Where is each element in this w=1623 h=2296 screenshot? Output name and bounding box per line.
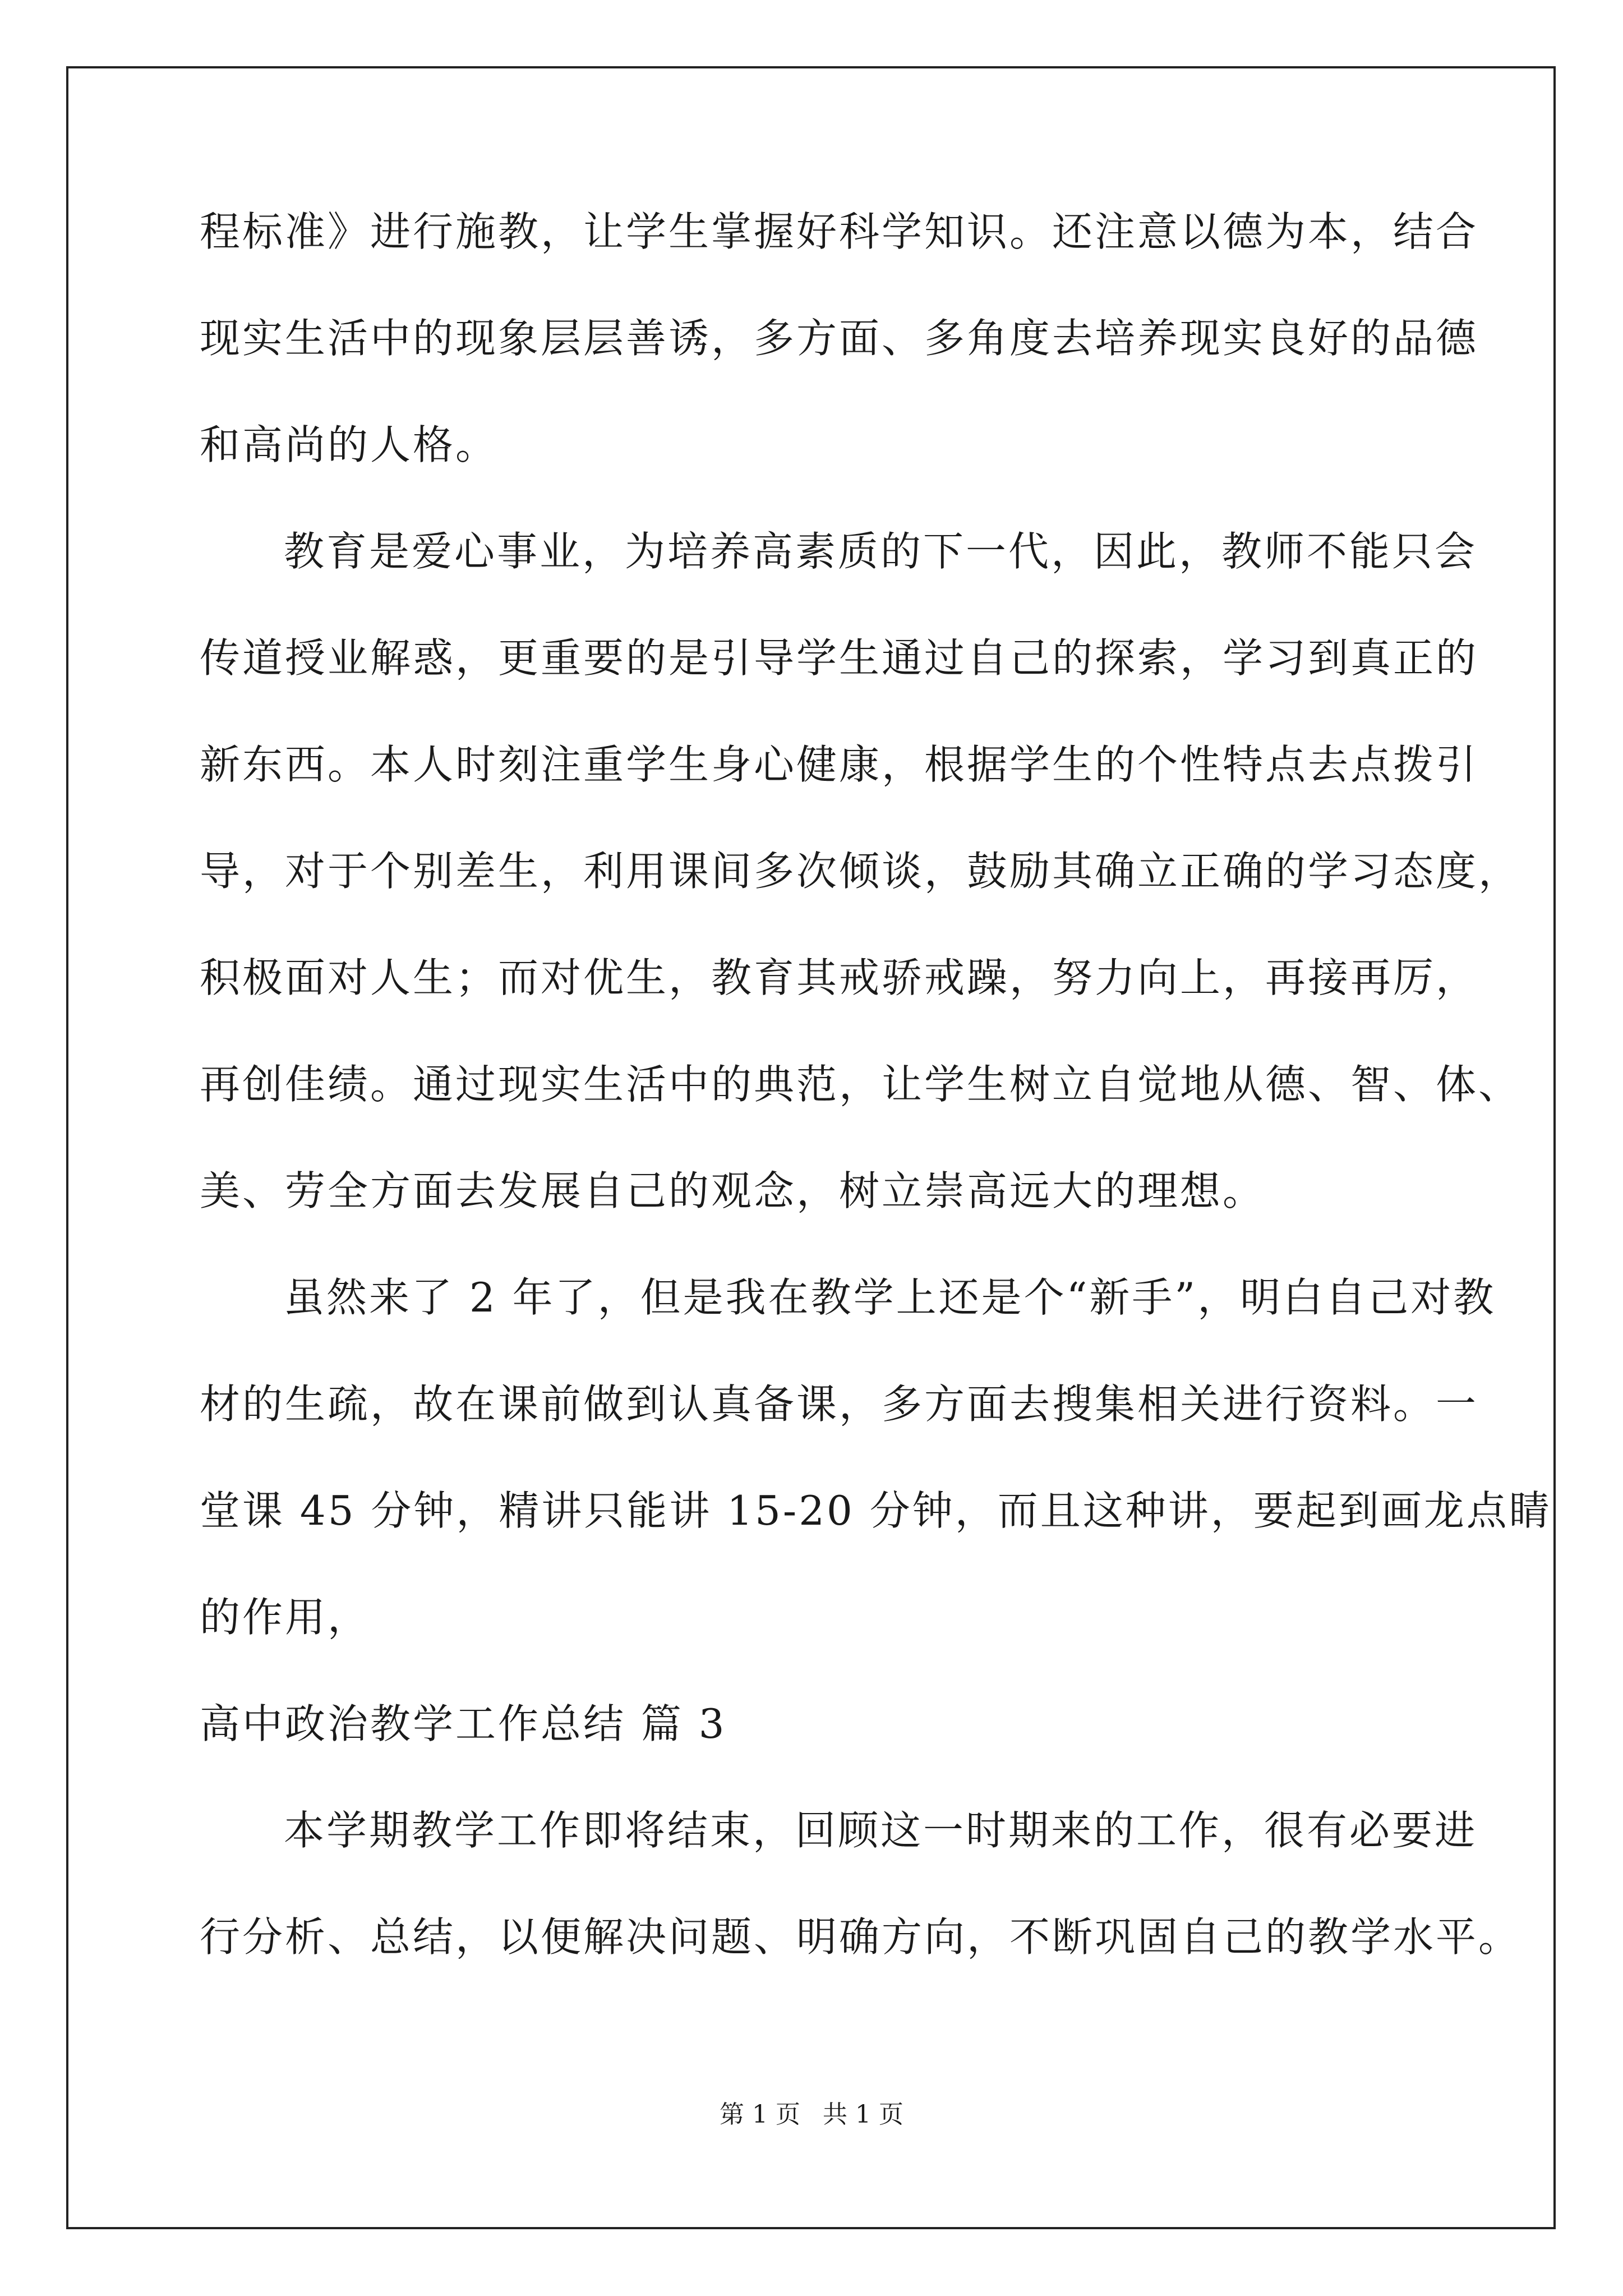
body-line-4: 教育是爱心事业，为培养高素质的下一代，因此，教师不能只会 bbox=[284, 528, 1478, 575]
page-number: 第 1 页 bbox=[720, 2100, 800, 2129]
page-footer bbox=[0, 2098, 1623, 2132]
body-line-10: 美、劳全方面去发展自己的观念，树立崇高远大的理想。 bbox=[200, 1167, 1266, 1214]
body-line-9: 再创佳绩。通过现实生活中的典范，让学生树立自觉地从德、智、体、 bbox=[200, 1061, 1521, 1108]
body-line-12: 材的生疏，故在课前做到认真备课，多方面去搜集相关进行资料。一 bbox=[200, 1381, 1479, 1428]
body-line-11: 虽然来了 2 年了，但是我在教学上还是个“新手”，明白自己对教 bbox=[284, 1274, 1496, 1321]
body-line-16: 行分析、总结，以便解决问题、明确方向，不断巩固自己的教学水平。 bbox=[200, 1913, 1521, 1961]
body-line-6: 新东西。本人时刻注重学生身心健康，根据学生的个性特点去点拨引 bbox=[200, 741, 1479, 788]
body-line-1: 程标准》进行施教，让学生掌握好科学知识。还注意以德为本，结合 bbox=[200, 208, 1479, 255]
body-line-5: 传道授业解惑，更重要的是引导学生通过自己的探索，学习到真正的 bbox=[200, 634, 1479, 682]
page-total: 共 1 页 bbox=[823, 2100, 903, 2129]
page-border bbox=[66, 66, 1556, 2229]
body-line-8: 积极面对人生；而对优生，教育其戒骄戒躁，努力向上，再接再厉， bbox=[200, 954, 1479, 1001]
body-line-3: 和高尚的人格。 bbox=[200, 421, 499, 468]
body-line-14: 的作用， bbox=[200, 1594, 371, 1641]
body-line-15: 本学期教学工作即将结束，回顾这一时期来的工作，很有必要进 bbox=[284, 1807, 1478, 1854]
body-line-2: 现实生活中的现象层层善诱，多方面、多角度去培养现实良好的品德 bbox=[200, 315, 1479, 362]
body-line-7: 导，对于个别差生，利用课间多次倾谈，鼓励其确立正确的学习态度， bbox=[200, 848, 1521, 895]
body-line-13: 堂课 45 分钟，精讲只能讲 15-20 分钟，而且这种讲，要起到画龙点睛 bbox=[200, 1487, 1552, 1534]
section-heading: 高中政治教学工作总结 篇 3 bbox=[200, 1700, 727, 1747]
